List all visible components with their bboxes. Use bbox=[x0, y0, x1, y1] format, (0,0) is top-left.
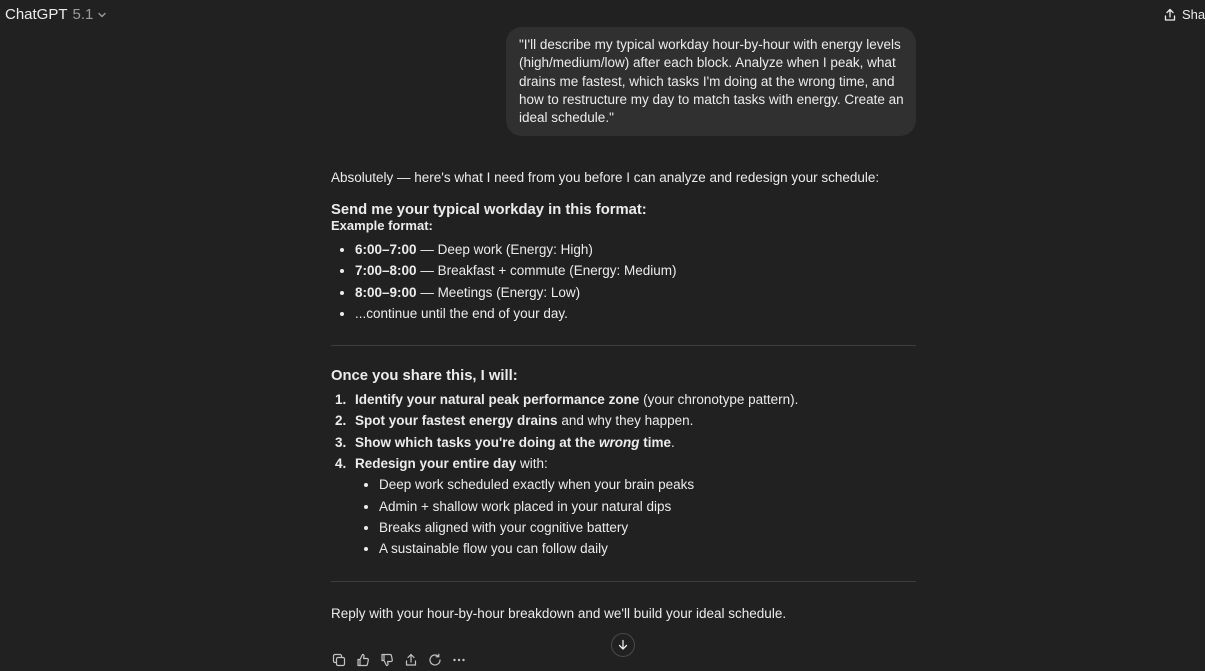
example-text: — Meetings (Energy: Low) bbox=[416, 284, 581, 300]
list-item: Deep work scheduled exactly when your brain peaks bbox=[379, 474, 916, 495]
thumbs-up-icon bbox=[356, 653, 370, 667]
list-item bbox=[355, 282, 916, 303]
redesign-list bbox=[355, 474, 916, 559]
divider bbox=[331, 345, 916, 346]
example-time: 6:00–7:00 bbox=[355, 242, 417, 257]
assistant-outro: Reply with your hour-by-hour breakdown and we'll build your ideal schedule. bbox=[331, 605, 787, 621]
list-item bbox=[331, 410, 916, 431]
will-heading: Once you share this, I will: bbox=[331, 368, 518, 385]
arrow-down-icon bbox=[617, 639, 629, 651]
app-name: ChatGPT bbox=[5, 6, 68, 23]
step-number: 4. bbox=[335, 456, 347, 472]
example-time: 8:00–9:00 bbox=[355, 284, 417, 300]
user-message: "I'll describe my typical workday hour-by-hour with energy levels (high/medium/low) after each block. Analyze when I peak, what drains me fastest, which tasks I'm doing at the wrong time, and how to restructure my day to match tasks with energy. Create an ideal schedule." bbox=[506, 27, 916, 136]
thumbs-down-button[interactable] bbox=[379, 652, 394, 667]
example-time: 7:00–8:00 bbox=[355, 263, 417, 279]
list-item: ...continue until the end of your day. bbox=[355, 303, 916, 324]
list-item bbox=[331, 432, 916, 453]
list-item: Admin + shallow work placed in your natural dips bbox=[379, 496, 916, 517]
more-icon bbox=[452, 653, 466, 667]
share-icon bbox=[1163, 8, 1177, 22]
step-bold: time bbox=[639, 434, 672, 450]
share-message-button[interactable] bbox=[403, 652, 418, 667]
step-text: and why they happen. bbox=[557, 413, 694, 429]
step-bold: Spot your fastest energy drains bbox=[355, 413, 558, 429]
example-label: Example format: bbox=[331, 218, 433, 233]
steps-list bbox=[331, 389, 916, 559]
list-item bbox=[355, 239, 916, 260]
list-item: Breaks aligned with your cognitive battery bbox=[379, 517, 916, 538]
thumbs-up-button[interactable] bbox=[355, 652, 370, 667]
share-button[interactable] bbox=[1163, 7, 1205, 22]
step-number: 3. bbox=[335, 434, 347, 450]
assistant-intro: Absolutely — here's what I need from you before I can analyze and redesign your schedule: bbox=[331, 170, 880, 185]
list-item bbox=[331, 453, 916, 559]
list-item bbox=[331, 389, 916, 410]
example-text: — Breakfast + commute (Energy: Medium) bbox=[416, 263, 677, 279]
step-bold: Show which tasks you're doing at the bbox=[355, 434, 599, 450]
step-number: 1. bbox=[335, 392, 347, 408]
copy-button[interactable] bbox=[331, 652, 346, 667]
divider bbox=[331, 581, 916, 582]
share-icon bbox=[404, 653, 418, 667]
chevron-down-icon bbox=[97, 10, 107, 20]
step-text: with: bbox=[516, 456, 548, 472]
list-item bbox=[355, 260, 916, 281]
step-number: 2. bbox=[335, 413, 347, 429]
assistant-message bbox=[331, 168, 916, 624]
copy-icon bbox=[332, 653, 346, 667]
step-italic: wrong bbox=[599, 434, 640, 450]
more-button[interactable] bbox=[451, 652, 466, 667]
format-heading: Send me your typical workday in this format: bbox=[331, 202, 647, 218]
step-text: (your chronotype pattern). bbox=[639, 392, 799, 408]
step-bold: Redesign your entire day bbox=[355, 456, 517, 472]
example-text: — Deep work (Energy: High) bbox=[416, 242, 593, 257]
thumbs-down-icon bbox=[380, 653, 394, 667]
step-bold: Identify your natural peak performance zone bbox=[355, 392, 640, 408]
regenerate-button[interactable] bbox=[427, 652, 442, 667]
regenerate-icon bbox=[428, 653, 442, 667]
list-item: A sustainable flow you can follow daily bbox=[379, 538, 916, 559]
share-label: Sha bbox=[1182, 7, 1205, 22]
example-list bbox=[331, 239, 916, 324]
step-text: . bbox=[671, 434, 675, 450]
model-version: 5.1 bbox=[72, 6, 94, 23]
model-picker[interactable] bbox=[5, 6, 107, 23]
message-actions bbox=[331, 652, 466, 667]
scroll-down-button[interactable] bbox=[611, 633, 635, 657]
